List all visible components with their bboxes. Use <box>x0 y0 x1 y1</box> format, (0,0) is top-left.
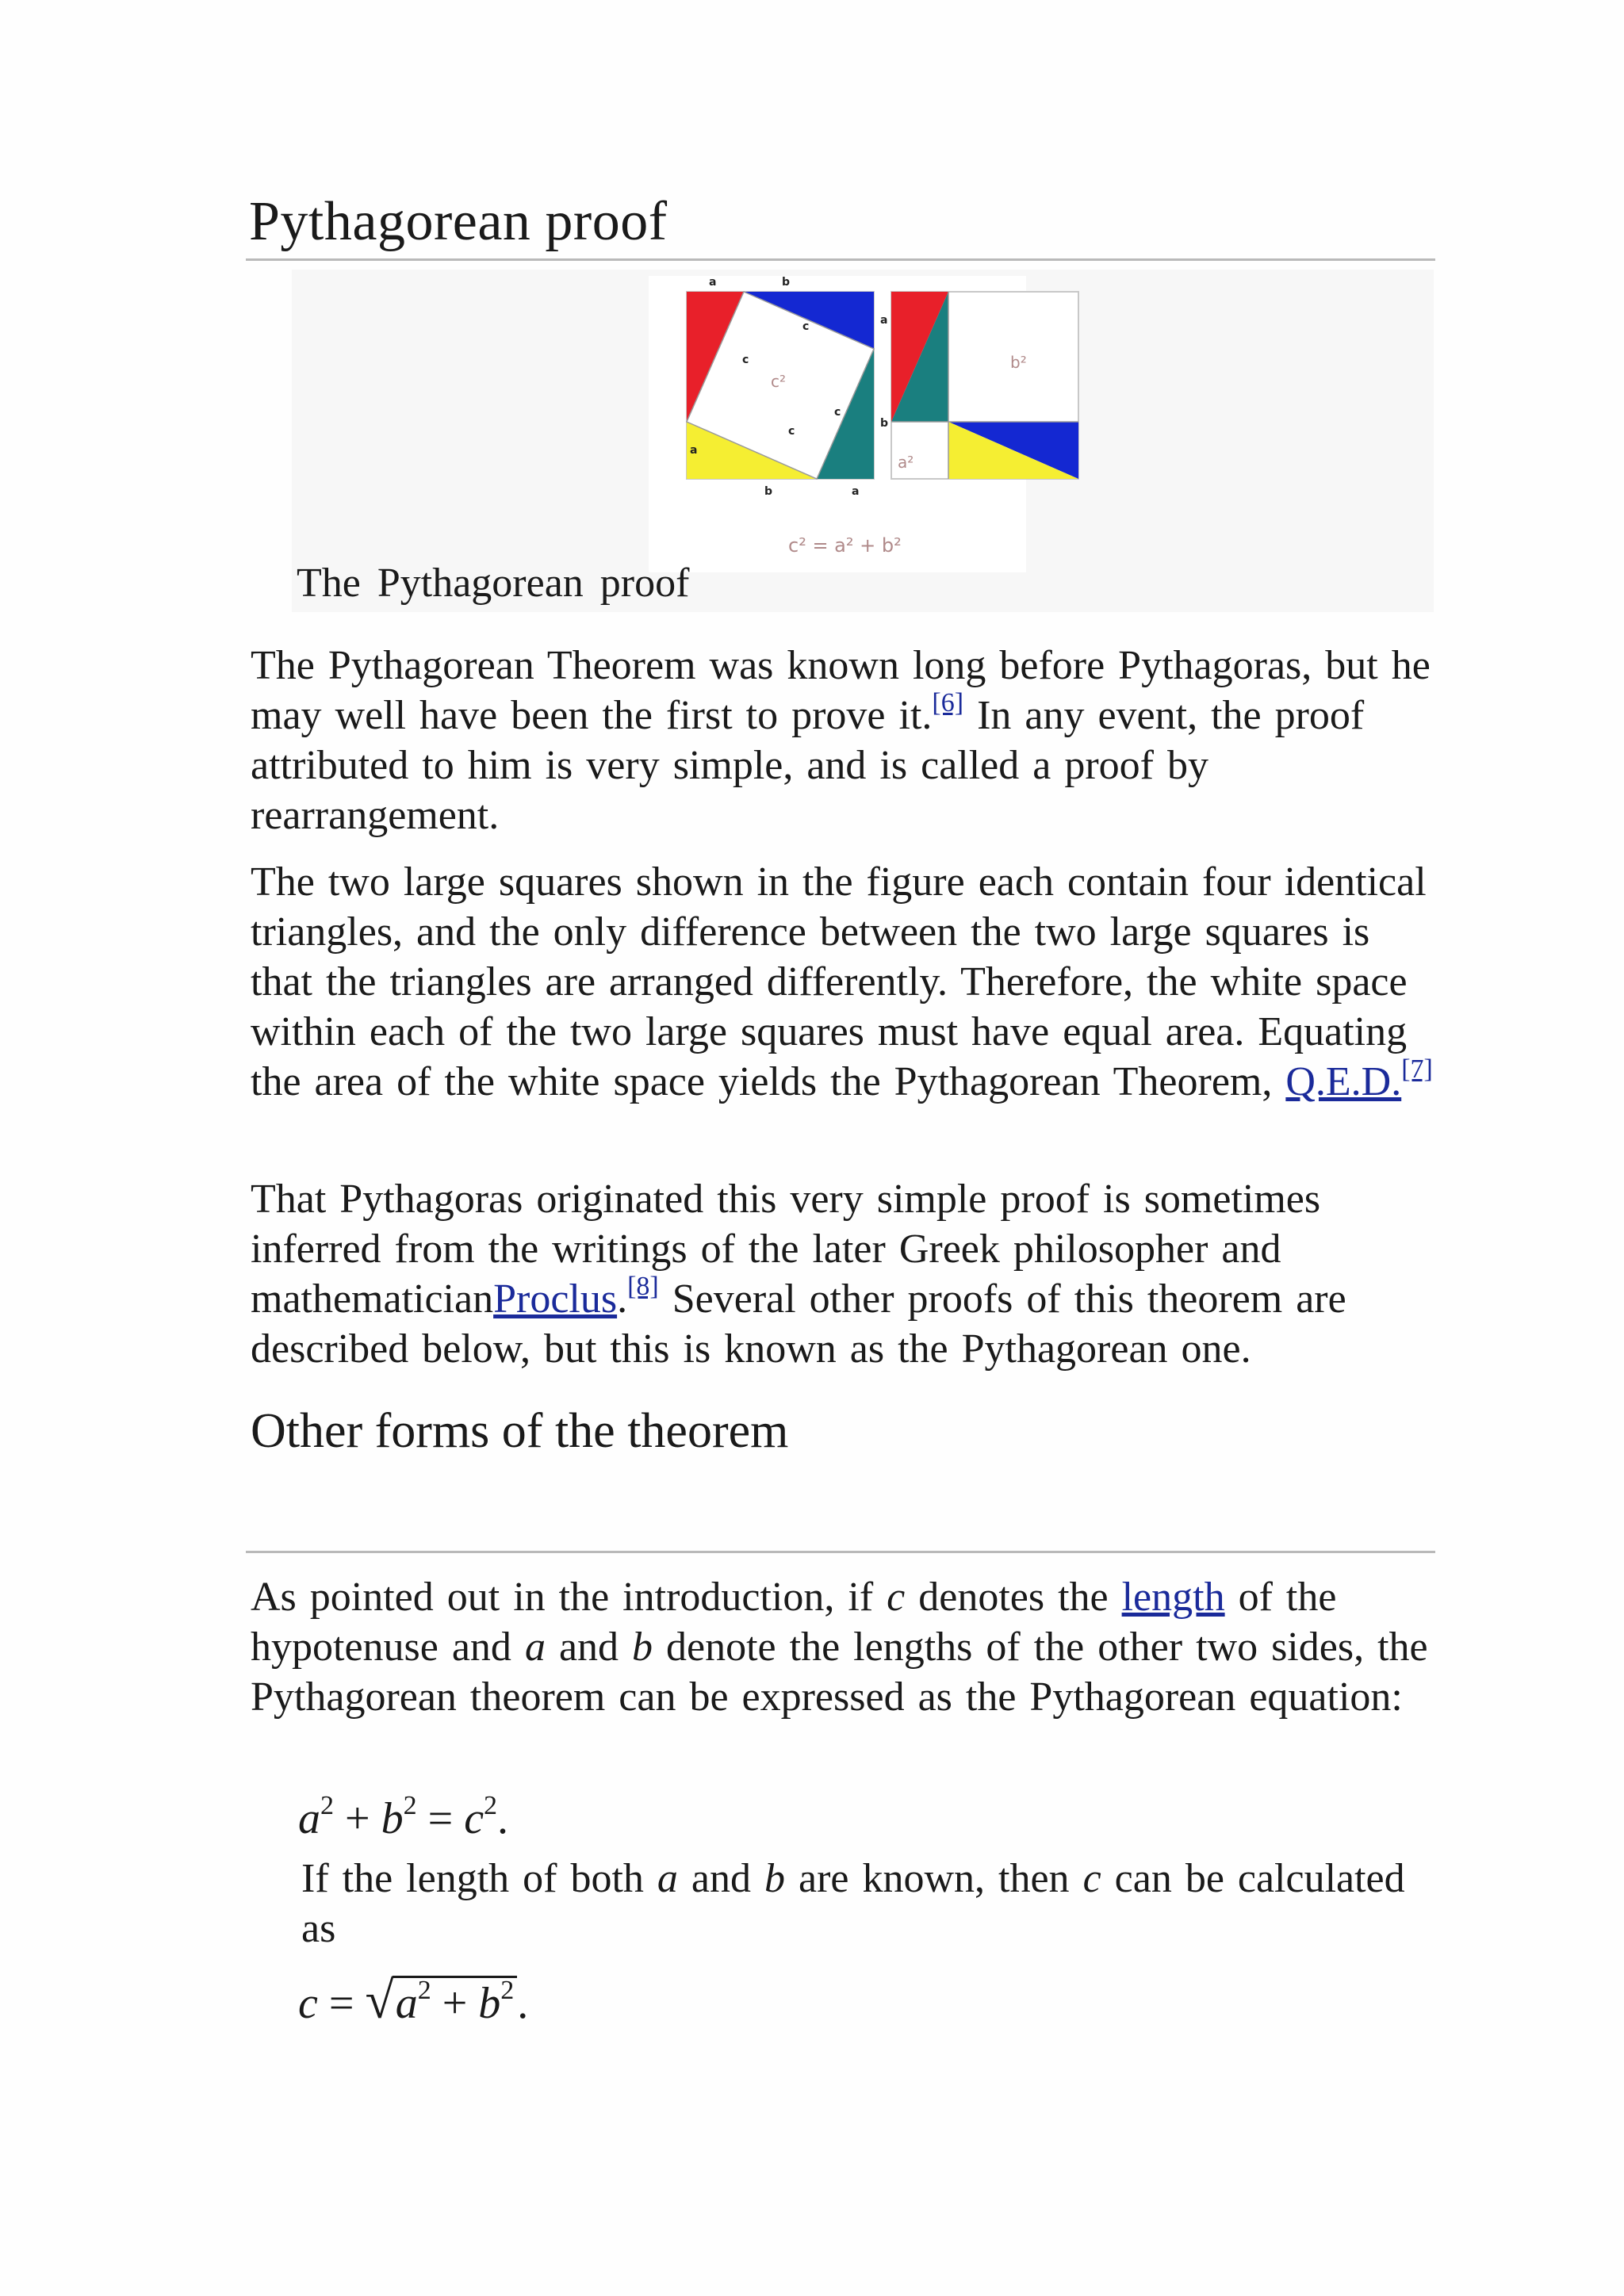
label-a-squared: a² <box>898 453 914 472</box>
var-a-2: a <box>657 1856 678 1901</box>
label-c-4: c <box>742 354 749 366</box>
label-a-right: a <box>880 314 888 327</box>
eq1-equals: = <box>416 1794 465 1843</box>
right-square <box>891 292 1078 479</box>
var-a: a <box>524 1624 546 1670</box>
var-c-2: c <box>1082 1856 1101 1901</box>
paragraph-1 <box>251 641 1440 840</box>
label-c-1: c <box>802 320 810 333</box>
label-a-left: a <box>690 444 698 457</box>
eq1-b: b <box>381 1794 404 1843</box>
paragraph-5 <box>301 1854 1443 1954</box>
label-a-top: a <box>709 276 717 289</box>
paragraph-1-text-b: In any event, the proof attributed to him is very simple, and is called a proof by rearrangement. <box>251 693 1365 838</box>
label-c-2: c <box>834 406 841 419</box>
paragraph-3-text-a: That Pythagoras originated this very simple proof is sometimes inferred from the writings of the later Greek philosopher and mathematician <box>251 1177 1321 1322</box>
label-b-top: b <box>782 276 791 289</box>
label-b-squared: b² <box>1010 353 1027 372</box>
eq1-a: a <box>298 1794 320 1843</box>
paragraph-4-text-a: As pointed out in the introduction, if <box>251 1575 887 1620</box>
section-title-other-forms: Other forms of the theorem <box>251 1404 789 1458</box>
var-c: c <box>887 1575 906 1620</box>
paragraph-2 <box>251 857 1440 1107</box>
eq2-b: b <box>478 1979 501 2028</box>
qed-link[interactable]: Q.E.D. <box>1285 1059 1402 1104</box>
paragraph-4-text-c: of the hypotenuse and <box>251 1575 1337 1670</box>
label-b-bottom: b <box>764 485 773 498</box>
eq2-equals: = <box>317 1979 366 2028</box>
title-divider <box>246 258 1435 261</box>
paragraph-2-text: The two large squares shown in the figure each contain four identical triangles, and the only difference between the two large squares is that the triangles are arranged differently. Therefore, the white space within each of the two large squares must have equal area. Equating the area of the white space yields the Pythagorean Theorem, <box>251 859 1427 1104</box>
eq2-c: c <box>298 1979 318 2028</box>
eq2-plus: + <box>431 1979 479 2028</box>
section-title-pythagorean-proof: Pythagorean proof <box>249 191 668 252</box>
length-link[interactable]: length <box>1121 1575 1225 1620</box>
citation-6-link[interactable]: [6] <box>932 688 964 718</box>
eq1-exp-b: 2 <box>403 1791 417 1820</box>
paragraph-5-text-d: can be calculated as <box>301 1856 1405 1951</box>
paragraph-4-text-b: denotes the <box>905 1575 1122 1620</box>
eq2-a: a <box>395 1979 418 2028</box>
eq1-exp-a: 2 <box>320 1791 334 1820</box>
paragraph-4-text-e: denote the lengths of the other two sides, the Pythagorean theorem can be expressed as the Pythagorean equation: <box>251 1624 1428 1720</box>
hypotenuse-equation <box>298 1971 528 2031</box>
var-b-2: b <box>764 1856 785 1901</box>
eq2-period: . <box>517 1979 529 2028</box>
paragraph-3 <box>251 1174 1440 1374</box>
label-b-right: b <box>880 417 889 430</box>
eq1-plus: + <box>334 1794 381 1843</box>
eq2-exp-a: 2 <box>417 1976 431 2005</box>
paragraph-5-text-b: and <box>677 1856 764 1901</box>
paragraph-4-text-d: and <box>545 1624 633 1670</box>
pythagorean-equation <box>298 1793 508 1844</box>
var-b: b <box>632 1624 653 1670</box>
citation-8-link[interactable]: [8] <box>627 1272 659 1301</box>
label-c-3: c <box>788 425 795 438</box>
sqrt-sign-icon: √ <box>365 1972 394 2030</box>
figure-caption: The Pythagorean proof <box>297 561 690 606</box>
paragraph-3-period: . <box>617 1276 628 1322</box>
paragraph-3-text-b: Several other proofs of this theorem are described below, but this is known as the Pythagorean one. <box>251 1276 1346 1372</box>
label-c-squared: c² <box>771 372 787 391</box>
paragraph-4 <box>251 1572 1440 1722</box>
eq1-period: . <box>497 1794 509 1843</box>
eq2-exp-b: 2 <box>500 1976 515 2005</box>
sqrt-radicand <box>393 1976 518 2029</box>
eq1-exp-c: 2 <box>484 1791 498 1820</box>
paragraph-1-text-a: The Pythagorean Theorem was known long before Pythagoras, but he may well have been the first to prove it. <box>251 643 1431 738</box>
section-divider <box>246 1551 1435 1553</box>
paragraph-5-text-a: If the length of both <box>301 1856 657 1901</box>
label-a-bottom: a <box>852 485 860 498</box>
paragraph-5-text-c: are known, then <box>785 1856 1083 1901</box>
eq1-c: c <box>464 1794 485 1843</box>
citation-7-link[interactable]: [7] <box>1401 1054 1433 1084</box>
formula-label: c² = a² + b² <box>788 534 902 557</box>
proclus-link[interactable]: Proclus <box>493 1276 618 1322</box>
